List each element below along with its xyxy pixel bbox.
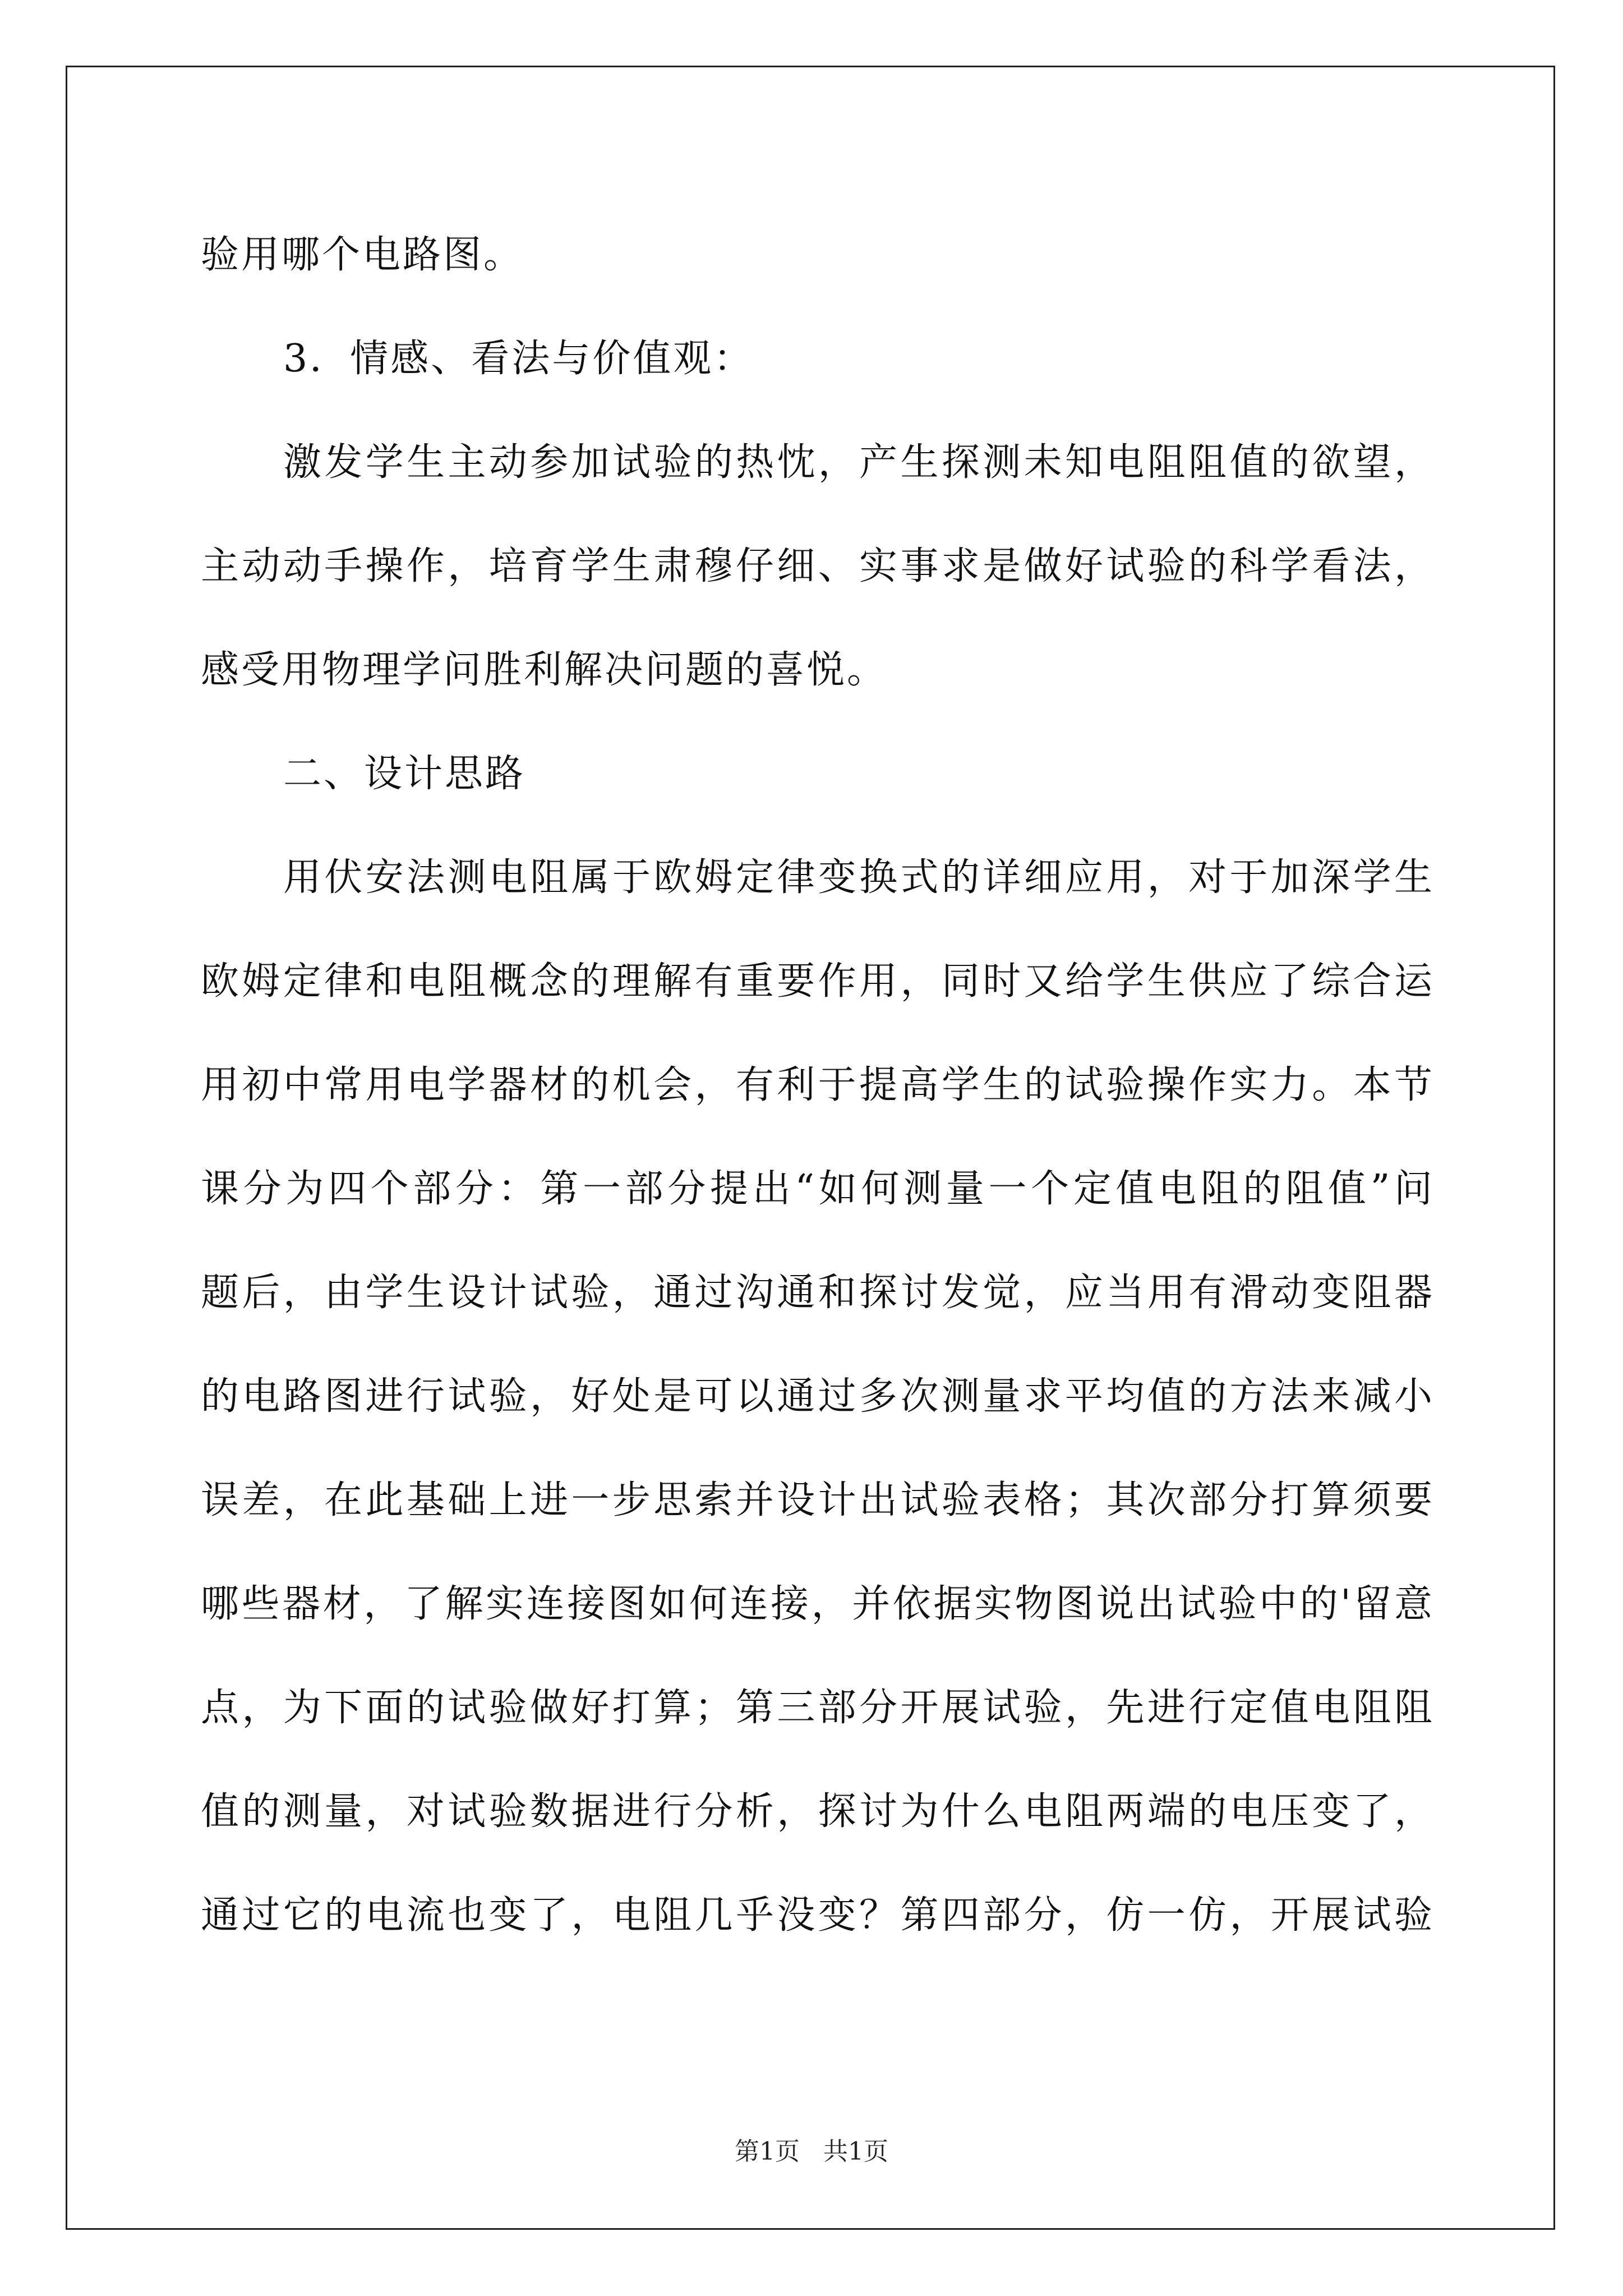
paragraph-line: 用初中常用电学器材的机会，有利于提高学生的试验操作实力。本节: [201, 1063, 1435, 1107]
paragraph-line: 课分为四个部分：第一部分提出“如何测量一个定值电阻的阻值”问: [201, 1167, 1435, 1211]
page-footer: 第1页 共1页: [735, 2137, 888, 2166]
paragraph-line: 误差，在此基础上进一步思索并设计出试验表格；其次部分打算须要: [201, 1478, 1435, 1522]
paragraph-line: 点，为下面的试验做好打算；第三部分开展试验，先进行定值电阻阻: [201, 1686, 1435, 1730]
paragraph-line: 题后，由学生设计试验，通过沟通和探讨发觉，应当用有滑动变阻器: [201, 1271, 1435, 1315]
section-heading-attitudes: 3．情感、看法与价值观：: [283, 337, 754, 381]
paragraph-line: 哪些器材，了解实连接图如何连接，并依据实物图说出试验中的'留意: [201, 1582, 1435, 1626]
paragraph-line: 主动动手操作，培育学生肃穆仔细、实事求是做好试验的科学看法，: [201, 544, 1435, 588]
paragraph-line: 感受用物理学问胜利解决问题的喜悦。: [201, 648, 888, 692]
paragraph-line: 验用哪个电路图。: [201, 233, 524, 277]
paragraph-line: 欧姆定律和电阻概念的理解有重要作用，同时又给学生供应了综合运: [201, 959, 1435, 1004]
paragraph-line: 的电路图进行试验，好处是可以通过多次测量求平均值的方法来减小: [201, 1374, 1435, 1419]
paragraph-line: 通过它的电流也变了，电阻几乎没变？第四部分，仿一仿，开展试验: [201, 1893, 1435, 1938]
paragraph-line: 用伏安法测电阻属于欧姆定律变换式的详细应用，对于加深学生: [283, 855, 1435, 900]
paragraph-line: 激发学生主动参加试验的热忱，产生探测未知电阻阻值的欲望，: [283, 440, 1435, 485]
section-heading-design: 二、设计思路: [283, 752, 526, 796]
paragraph-line: 值的测量，对试验数据进行分析，探讨为什么电阻两端的电压变了，: [201, 1789, 1435, 1834]
